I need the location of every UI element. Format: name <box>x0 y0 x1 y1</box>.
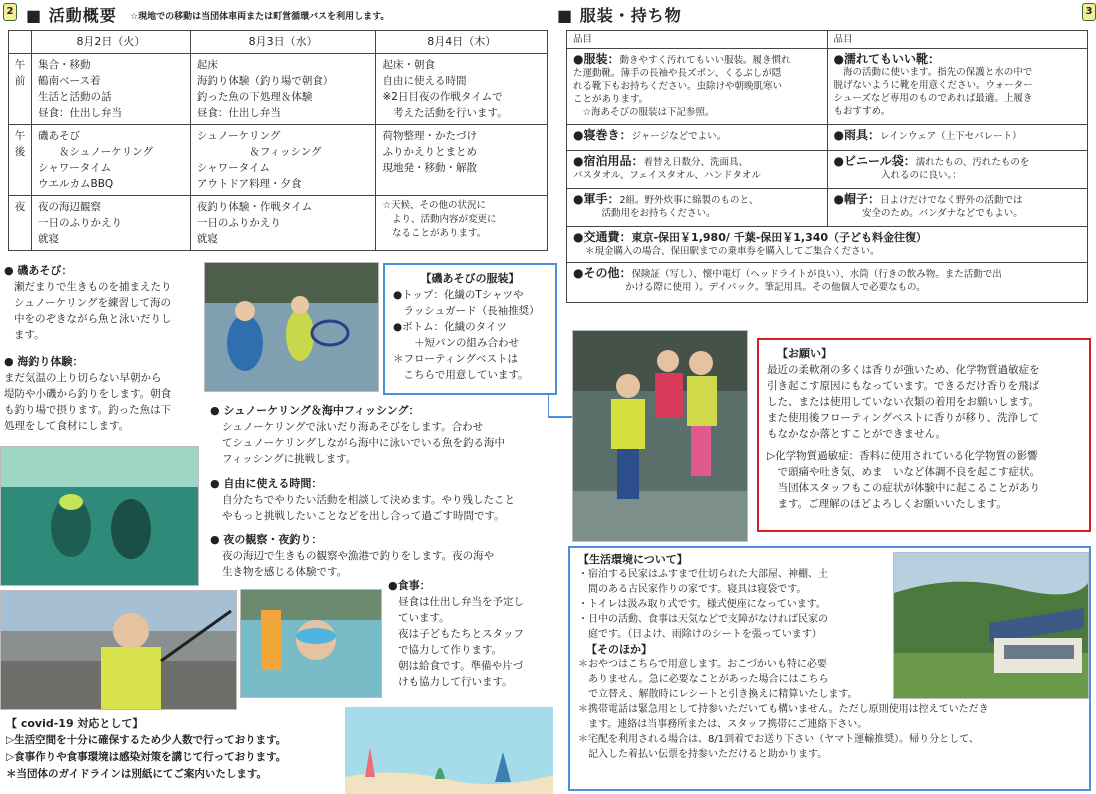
snorkel-underwater-photo <box>0 446 199 586</box>
item-other: ●その他：保険証（写し）、懐中電灯（ヘッドライトが良い）、水筒（行きの飲み物。また活動で出 かける際に使用 ）。デイパック。筆記用具。その他個人で必要なもの。 <box>567 263 1088 303</box>
fishing-section: ● 海釣り体験： まだ気温の上り切らない早朝から 堤防や小磯から釣りをします。朝食 も釣り場で摂ります。釣った魚は下 処理をして食材にします。 <box>4 354 200 434</box>
old-house-photo <box>893 552 1089 699</box>
request-title: 【お願い】 <box>777 347 832 360</box>
item-wet-shoes: ●濡れてもいい靴： 海の活動に使います。指先の保護と水の中で 脱げないように靴を用意ください。ウォーター シューズなど専用のものであれば最適。上履き もおすすめ。 <box>827 49 1088 125</box>
schedule-cell: 荷物整理・かたづけ ふりかえりとまとめ 現地発・移動・解散 <box>376 125 548 196</box>
belongings-table <box>566 30 1088 303</box>
item-transport: ●交通費：東京-保田￥1,980/ 千葉-保田￥1,340（子ども料金往復） ＊現金購入の場合、保田駅までの乗車券を購入してご集合ください。 <box>567 227 1088 263</box>
item-gloves: ●軍手：2組。野外炊事に綿製のものと、 活動用をお持ちください。 <box>567 189 828 227</box>
boy-with-rod-photo <box>0 590 237 710</box>
schedule-cell: 夜釣り体験・作戦タイム 一日のふりかえり 就寝 <box>190 196 376 251</box>
free-time-title: ● 自由に使える時間： <box>210 477 323 490</box>
day-header: 8月4日（木） <box>376 31 548 54</box>
schedule-cell: 起床・朝食 自由に使える時間 ※2日目夜の作戦タイムで 考えた活動を行います。 <box>376 54 548 125</box>
row-label-night: 夜 <box>9 196 32 251</box>
row-label-morning: 午 前 <box>9 54 32 125</box>
activity-overview-heading: ■ 活動概要 <box>26 6 117 25</box>
night-section: ● 夜の観察・夜釣り： 夜の海辺で生きもの観察や漁港で釣りをします。夜の海や 生き物を感じる体験です。 <box>210 532 556 580</box>
snorkel-section: ● シュノーケリング＆海中フィッシング： シュノーケリングで泳いだり海あそびをします。合わせ てシュノーケリングしながら海中に泳いでいる魚を釣る海中 フィッシングに挑戦します。 <box>210 403 556 467</box>
iso-attire-title: 【磯あそびの服装】 <box>420 272 520 285</box>
goggles-child-photo <box>240 589 382 698</box>
covid-section: 【 covid-19 対応として】 ▷生活空間を十分に確保するため少人数で行っております。 ▷食事作りや食事環境は感染対策を講じて行っております。 ＊当団体のガイドラインは別紙にてご案内いたします。 <box>6 715 346 783</box>
iso-section: ● 磯あそび： 瀬だまりで生きものを捕まえたり シュノーケリングを練習して海の 中をのぞきながら魚と泳いだりし ます。 <box>4 263 200 343</box>
item-pajamas: ●寝巻き：ジャージなどでよい。 <box>567 125 828 151</box>
free-time-section: ● 自由に使える時間： 自分たちでやりたい活動を相談して決めます。やり残したこと やもっと挑戦したいことなどを出し合って過ごす時間です。 <box>210 476 556 524</box>
schedule-cell: ☆天候、その他の状況に より、活動内容が変更に なることがあります。 <box>376 196 548 251</box>
item-hat: ●帽子：日よけだけでなく野外の活動では 安全のため。バンダナなどでもよい。 <box>827 189 1088 227</box>
attire-heading: ■ 服装・持ち物 <box>557 6 682 25</box>
item-column-header: 品目 <box>567 31 828 49</box>
page-number-left: 2 <box>3 3 17 21</box>
night-title: ● 夜の観察・夜釣り： <box>210 533 323 546</box>
row-label-afternoon: 午 後 <box>9 125 32 196</box>
day-header: 8月3日（水） <box>190 31 376 54</box>
living-environment-box: 【生活環境について】 ・宿泊する民家はふすまで仕切られた大部屋、神棚、土 間のある古民家作りの家です。寝具は寝袋です。 ・トイレは汲み取り式です。様式便座になっています。 ・日中の活動、食事は天気などで支障がなければ民家の 庭です。（日よけ、雨除けのシートを張っています） 【そのほか】 ＊おやつはこちらで用意します。おこづかいも特に必要 ありません。急に必要なことがあった場合にはこちら で立替え、解散時にレシートと引き換えに精算いたします。 ＊携帯電話は緊急用として持参いただいても構いません。ただし原則使用は控えていただき ます。連絡は当事務所または、スタッフ携帯にご連絡下さい。 ＊宅配を利用される場合は、8/1到着でお送り下さい（ヤマト運輸推奨）。帰り分として、 記入した着払い伝票を持参いただけると助かります。 <box>568 546 1091 791</box>
page-number-right: 3 <box>1082 3 1096 21</box>
tidepool-photo <box>204 262 379 392</box>
item-lodging: ●宿泊用品：着替え日数分、洗面具、 バスタオル、フェイスタオル、ハンドタオル <box>567 151 828 189</box>
item-clothing: ●服装：動きやすく汚れてもいい服装。履き慣れ た運動靴。薄手の長袖や長ズボン、くるぶしが隠 れる靴下もお持ちください。虫除けや朝晩肌寒い ことがあります。 ☆海あそびの服装は下記参照。 <box>567 49 828 125</box>
item-plastic-bag: ●ビニール袋：濡れたもの、汚れたものを 入れるのに良い。： <box>827 151 1088 189</box>
other-notes-title: 【そのほか】 <box>586 643 652 656</box>
living-title: 【生活環境について】 <box>578 553 688 566</box>
transport-note: ☆現地での移動は当団体車両または町営循環バスを利用します。 <box>130 12 390 22</box>
day-header: 8月2日（火） <box>32 31 191 54</box>
kids-on-rocks-photo <box>572 330 748 542</box>
schedule-cell: 磯あそび ＆シュノーケリング シャワータイム ウエルカムBBQ <box>32 125 191 196</box>
item-column-header: 品目 <box>827 31 1088 49</box>
covid-title: 【 covid-19 対応として】 <box>6 717 144 730</box>
iso-title: ● 磯あそび： <box>4 264 73 277</box>
meal-title: ●食事： <box>388 579 431 592</box>
schedule-cell: 集合・移動 鶴南ベース着 生活と活動の話 昼食：仕出し弁当 <box>32 54 191 125</box>
sea-illustration <box>345 707 553 794</box>
schedule-cell: シュノーケリング ＆フィッシング シャワータイム アウトドア料理・夕食 <box>190 125 376 196</box>
schedule-cell: 夜の海辺観察 一日のふりかえり 就寝 <box>32 196 191 251</box>
item-rain-gear: ●雨具：レインウェア（上下セパレート） <box>827 125 1088 151</box>
fishing-title: ● 海釣り体験： <box>4 355 84 368</box>
schedule-cell: 起床 海釣り体験（釣り場で朝食） 釣った魚の下処理＆体験 昼食：仕出し弁当 <box>190 54 376 125</box>
request-box: 【お願い】 最近の柔軟剤の多くは香りが強いため、化学物質過敏症を 引き起こす原因にもなっています。できるだけ香りを飛ば した、または使用していない衣類の着用をお願いします。 また使用後フローティングベストに香りが移り、洗浄して もなかなか落とすことができません。 ▷化学物質過敏症：香料に使用されている化学物質の影響 で頭痛や吐き気、めま いなど体調不良を起こす症状。 当団体スタッフもこの症状が体験中に起こることがあり ます。ご理解のほどよろしくお願いいたします。 <box>757 338 1091 532</box>
snorkel-title: ● シュノーケリング＆海中フィッシング： <box>210 404 420 417</box>
iso-attire-box: 【磯あそびの服装】 ●トップ：化繊のTシャツや ラッシュガード（長袖推奨） ●ボトム：化繊のタイツ ＋短パンの組み合わせ ＊フローティングベストは こちらで用意しています。 <box>383 263 557 395</box>
schedule-table <box>8 30 548 251</box>
meal-section: ●食事： 昼食は仕出し弁当を予定し ています。 夜は子どもたちとスタッフ で協力して作ります。 朝は給食です。準備や片づ けも協力して行います。 <box>388 578 558 690</box>
